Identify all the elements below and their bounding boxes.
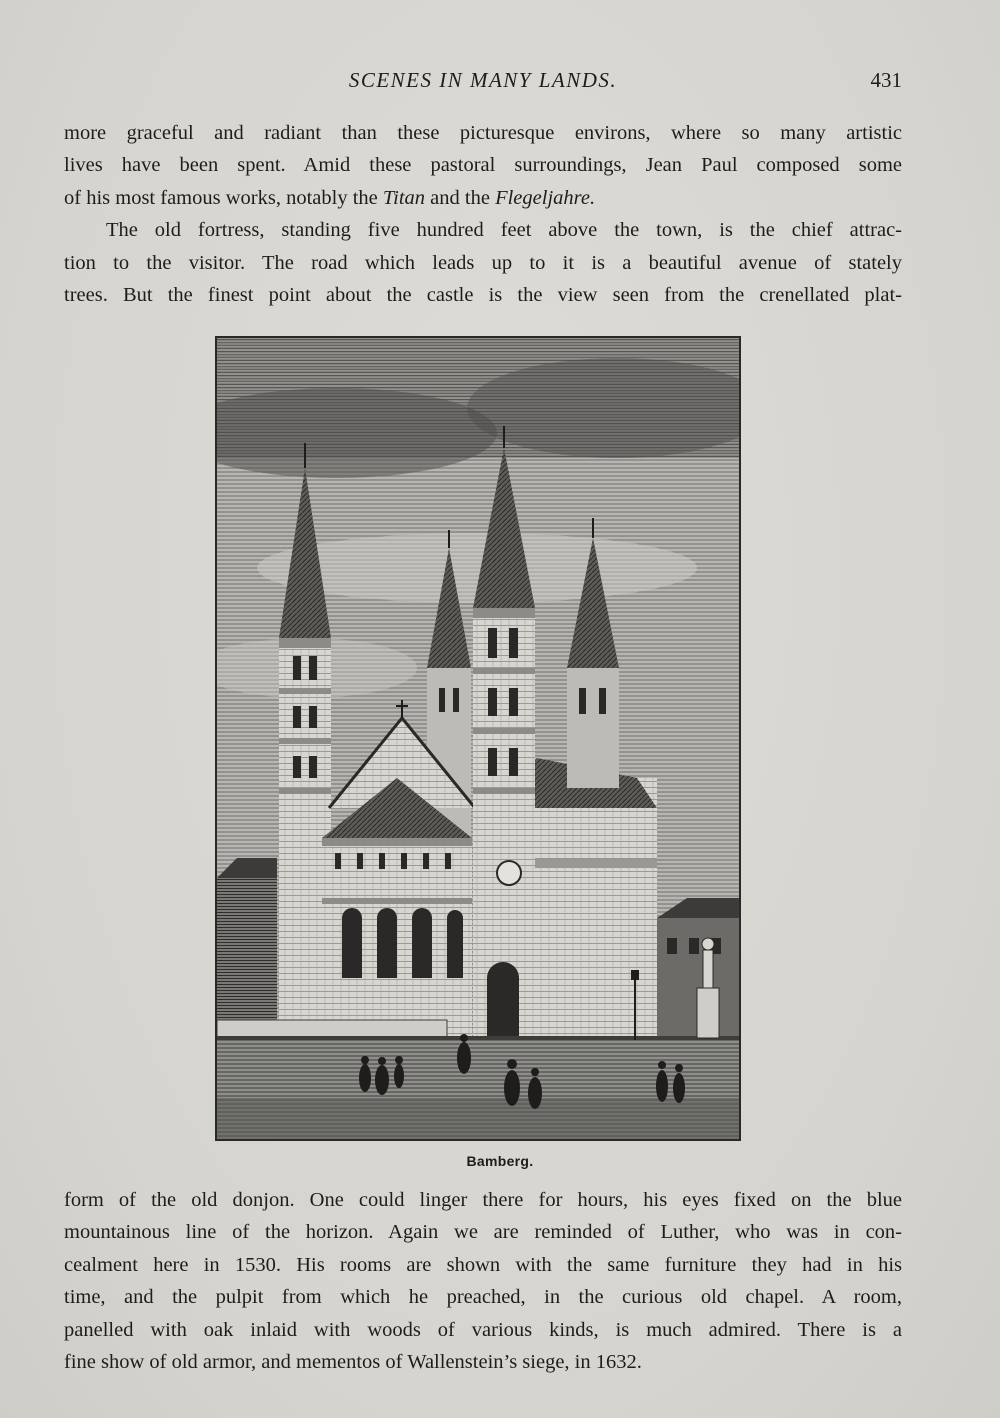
text-line: form of the old donjon. One could linger there for hours, his eyes fixed on the blue [64, 1189, 902, 1211]
text-line: more graceful and radiant than these picturesque environs, where so many artistic [64, 122, 902, 144]
page-number: 431 [870, 68, 902, 92]
text-line: lives have been spent. Amid these pastoral surroundings, Jean Paul composed some [64, 154, 902, 177]
figure-caption: Bamberg. [466, 1153, 534, 1169]
text-line: time, and the pulpit from which he preached, in the curious old chapel. A room, [64, 1286, 902, 1309]
text-run: and the [425, 186, 496, 209]
text-line: trees. But the finest point about the castle is the view seen from the crenellated plat- [64, 283, 902, 306]
text-line: mountainous line of the horizon. Again we are reminded of Luther, who was in con- [64, 1221, 902, 1244]
text-line: cealment here in 1530. His rooms are shown with the same furniture they had in his [64, 1253, 902, 1276]
text-line: panelled with oak inlaid with woods of various kinds, is much admired. There is a [64, 1318, 902, 1341]
running-head [64, 66, 902, 96]
text-line: fine show of old armor, and mementos of Wallenstein’s siege, in 1632. [64, 1350, 642, 1373]
text-line: The old fortress, standing five hundred feet above the town, is the chief attrac- [106, 219, 902, 242]
text-run: of his most famous works, notably the [64, 186, 383, 209]
running-title: SCENES IN MANY LANDS. [348, 68, 618, 92]
text-line [64, 182, 902, 214]
top-paragraphs [64, 117, 902, 311]
engraving-illustration [217, 338, 739, 1139]
title-titan: Titan [382, 186, 426, 209]
title-flegeljahre: Flegeljahre. [495, 186, 596, 209]
bottom-paragraph [64, 1184, 902, 1378]
text-line: tion to the visitor. The road which leads up to it is a beautiful avenue of stately [64, 251, 902, 274]
bamberg-cathedral-engraving [215, 336, 741, 1141]
